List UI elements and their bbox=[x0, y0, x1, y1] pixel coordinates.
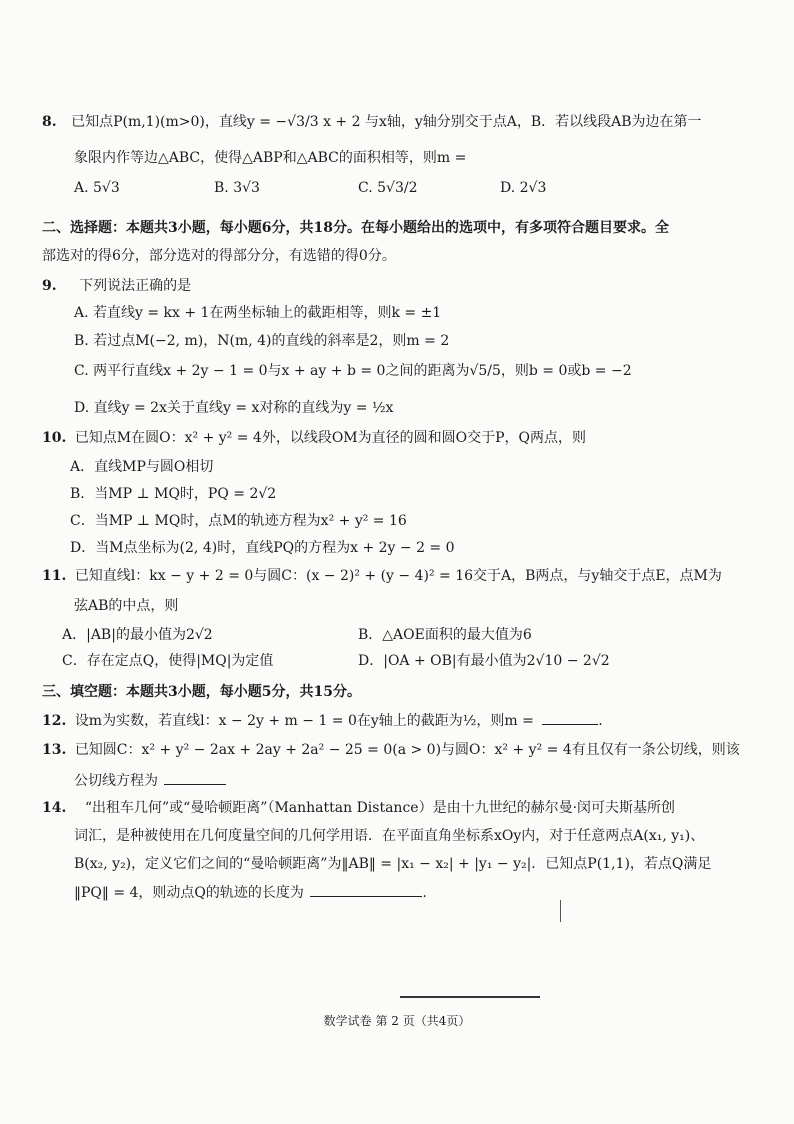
q11-option-c: C．存在定点Q，使得|MQ|为定值 bbox=[62, 653, 274, 669]
q8-option-a: A. 5√3 bbox=[74, 180, 120, 196]
q8-stem1: 已知点P(m,1)(m>0)，直线y = −√3/3 x + 2 与x轴，y轴分别交于点A，B．若以线段AB为边在第一 bbox=[71, 114, 702, 130]
q12-stem: 设m为实数，若直线l：x − 2y + m − 1 = 0在y轴上的截距为½，则m = bbox=[74, 713, 534, 729]
q8-stem2: 象限内作等边△ABC，使得△ABP和△ABC的面积相等，则m = bbox=[74, 150, 467, 166]
q13-stem1: 已知圆C：x² + y² − 2ax + 2ay + 2a² − 25 = 0(a > 0)与圆O：x² + y² = 4有且仅有一条公切线，则该 bbox=[74, 742, 740, 758]
scan-mark bbox=[560, 900, 562, 922]
q14-line4: ‖PQ‖ = 4，则动点Q的轨迹的长度为 . bbox=[74, 882, 427, 903]
q12-line: 12. 设m为实数，若直线l：x − 2y + m − 1 = 0在y轴上的截距为½，则m = . bbox=[42, 710, 603, 731]
q14-stem1: “出租车几何”或“曼哈顿距离”（Manhattan Distance）是由十九世纪的赫尔曼·闵可夫斯基所创 bbox=[84, 800, 676, 816]
q10-option-c: C．当MP ⊥ MQ时，点M的轨迹方程为x² + y² = 16 bbox=[70, 513, 407, 529]
q8-option-b: B. 3√3 bbox=[214, 180, 260, 196]
q14-answer-blank bbox=[310, 882, 422, 897]
q10-stem: 已知点M在圆O：x² + y² = 4外，以线段OM为直径的圆和圆O交于P，Q两点，则 bbox=[74, 430, 587, 446]
q10-option-d: D．当M点坐标为(2, 4)时，直线PQ的方程为x + 2y − 2 = 0 bbox=[70, 540, 455, 556]
question-number: 14. bbox=[42, 800, 67, 816]
q10-line bbox=[42, 428, 586, 448]
q13-line1 bbox=[42, 740, 740, 760]
section3-header: 三、填空题：本题共3小题，每小题5分，共15分。 bbox=[42, 684, 361, 700]
q8-line1 bbox=[42, 112, 702, 132]
question-number: 10. bbox=[42, 430, 67, 446]
q8-option-c: C. 5√3/2 bbox=[358, 180, 418, 196]
question-number: 13. bbox=[42, 742, 67, 758]
q11-option-b: B．△AOE面积的最大值为6 bbox=[358, 627, 532, 643]
question-number: 12. bbox=[42, 713, 67, 729]
q14-line3: B(x₂, y₂)，定义它们之间的“曼哈顿距离”为‖AB‖ = |x₁ − x₂| + |y₁ − y₂|．已知点P(1,1)，若点Q满足 bbox=[74, 856, 712, 872]
question-number: 9. bbox=[42, 278, 57, 294]
q11-stem1: 已知直线l：kx − y + 2 = 0与圆C：(x − 2)² + (y − 4)² = 16交于A，B两点，与y轴交于点E，点M为 bbox=[74, 568, 722, 584]
page-footer: 数学试卷 第 2 页（共4页） bbox=[323, 1014, 471, 1028]
q12-answer-blank bbox=[542, 710, 598, 725]
q9-option-b: B. 若过点M(−2, m)，N(m, 4)的直线的斜率是2，则m = 2 bbox=[74, 333, 450, 349]
q13-stem2: 公切线方程为 bbox=[74, 773, 158, 789]
q10-option-b: B．当MP ⊥ MQ时，PQ = 2√2 bbox=[70, 486, 277, 502]
q10-option-a: A．直线MP与圆O相切 bbox=[70, 459, 214, 475]
footer-rule bbox=[400, 996, 540, 998]
q9-line bbox=[42, 276, 191, 296]
q9-option-a: A. 若直线y = kx + 1在两坐标轴上的截距相等，则k = ±1 bbox=[74, 305, 442, 321]
q14-stem4: ‖PQ‖ = 4，则动点Q的轨迹的长度为 bbox=[74, 885, 304, 901]
q8-option-d: D. 2√3 bbox=[500, 180, 547, 196]
question-number: 11. bbox=[42, 568, 67, 584]
q14-line2: 词汇，是种被使用在几何度量空间的几何学用语．在平面直角坐标系xOy内，对于任意两点A(x₁, y₁)、 bbox=[74, 828, 705, 844]
q11-option-d: D．|OA + OB|有最小值为2√10 − 2√2 bbox=[358, 653, 610, 669]
q13-answer-blank bbox=[164, 770, 226, 785]
q9-option-c: C. 两平行直线x + 2y − 1 = 0与x + ay + b = 0之间的距离为√5/5，则b = 0或b = −2 bbox=[74, 363, 632, 379]
section2-header-line2: 部选对的得6分，部分选对的得部分分，有选错的得0分。 bbox=[42, 248, 396, 264]
q11-option-a: A．|AB|的最小值为2√2 bbox=[62, 627, 213, 643]
q14-line1 bbox=[42, 798, 675, 818]
section2-header-line1: 二、选择题：本题共3小题，每小题6分，共18分。在每小题给出的选项中，有多项符合题目要求。全 bbox=[42, 220, 669, 236]
q8-line2 bbox=[74, 148, 466, 168]
q13-line2 bbox=[74, 770, 226, 791]
q11-line2: 弦AB的中点，则 bbox=[74, 598, 179, 614]
q11-line1 bbox=[42, 566, 722, 586]
q9-stem: 下列说法正确的是 bbox=[79, 278, 192, 294]
q9-option-d: D. 直线y = 2x关于直线y = x对称的直线为y = ½x bbox=[74, 400, 394, 416]
question-number: 8. bbox=[42, 114, 57, 130]
